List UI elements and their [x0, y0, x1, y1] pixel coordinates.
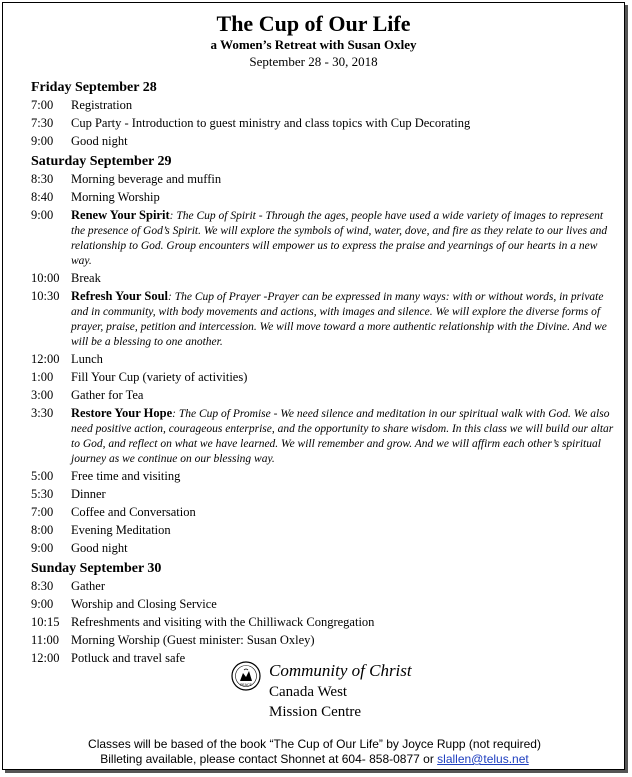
schedule-row — [31, 352, 619, 367]
schedule-row — [31, 469, 619, 484]
schedule-time: 1:00 — [31, 370, 54, 384]
schedule-description: Cup Party - Introduction to guest ministry and class topics with Cup Decorating — [71, 116, 471, 130]
footer — [3, 737, 626, 767]
schedule-description: Free time and visiting — [71, 469, 181, 483]
schedule-row — [31, 271, 619, 286]
schedule-row — [31, 98, 619, 113]
schedule-row — [31, 615, 619, 630]
schedule-description: Good night — [71, 134, 128, 148]
schedule-description: Break — [71, 271, 101, 285]
day-heading: Friday September 28 — [31, 80, 157, 95]
schedule-description: Refreshments and visiting with the Chilliwack Congregation — [71, 615, 375, 629]
schedule-description: Morning Worship (Guest minister: Susan Oxley) — [71, 633, 315, 647]
organization-unit: Mission Centre — [269, 704, 362, 720]
schedule-description: Coffee and Conversation — [71, 505, 196, 519]
schedule-time: 8:40 — [31, 190, 54, 204]
schedule-description: Good night — [71, 541, 128, 555]
day-heading: Saturday September 29 — [31, 154, 172, 169]
subtitle: a Women’s Retreat with Susan Oxley — [210, 37, 417, 52]
schedule-row — [31, 406, 619, 466]
schedule-time: 10:00 — [31, 271, 60, 285]
schedule-time: 9:00 — [31, 208, 54, 222]
schedule-row — [31, 370, 619, 385]
schedule-time: 8:30 — [31, 579, 54, 593]
session-detail: : The Cup of Promise - We need silence and meditation in our spiritual walk with God. We also need positive action, courageous enterprise, and the opportunity to share wisdom. In this class we will build our altar to God, and reflect on what we have learned. We will remember and grow. And we will affirm each other’s spiritual journey as we continue on our blessing way. — [71, 408, 614, 465]
session-detail: : The Cup of Spirit - Through the ages, people have used a wide variety of images to represent the presence of God’s Spirit. We will explore the symbols of wind, water, dove, and fire as they relate to our lives and relationship to God. Group encounters will empower us to express the praise and yearnings of our hearts in a new way. — [71, 210, 608, 267]
schedule-description: Potluck and travel safe — [71, 651, 186, 665]
schedule-description: Dinner — [71, 487, 106, 501]
schedule-time: 10:15 — [31, 615, 60, 629]
schedule-time: 8:30 — [31, 172, 54, 186]
footer-billeting-text: Billeting available, please contact Shonnet at 604- 858-0877 or — [100, 752, 438, 766]
schedule-row — [31, 523, 619, 538]
seal-text: PEACE — [240, 683, 252, 687]
schedule-row — [31, 388, 619, 403]
schedule-description — [71, 208, 619, 268]
schedule-time: 5:00 — [31, 469, 54, 483]
schedule-time: 3:00 — [31, 388, 54, 402]
schedule-row — [31, 487, 619, 502]
schedule-time: 7:30 — [31, 116, 54, 130]
schedule-description: Gather — [71, 579, 106, 593]
schedule-time: 9:00 — [31, 134, 54, 148]
schedule-time: 3:30 — [31, 406, 54, 420]
session-detail: : The Cup of Prayer -Prayer can be expressed in many ways: with or without words, in private and in community, with body movements and actions, with images and silence. We will explore the diverse forms of prayer, praise, petition and intercession. We will move toward a more authentic relationship with the Divine. And we will be a blessing to one another. — [71, 291, 607, 348]
event-dates: September 28 - 30, 2018 — [249, 54, 378, 69]
schedule-row — [31, 579, 619, 594]
footer-book-note: Classes will be based of the book “The Cup of Our Life” by Joyce Rupp (not required) — [88, 737, 541, 751]
organization-name: Community of Christ — [269, 661, 412, 680]
organization-logo — [231, 659, 471, 731]
schedule-description: Registration — [71, 98, 133, 112]
schedule-row — [31, 633, 619, 648]
schedule — [31, 75, 619, 669]
schedule-time: 9:00 — [31, 541, 54, 555]
schedule-time: 9:00 — [31, 597, 54, 611]
session-title: Restore Your Hope — [71, 406, 173, 420]
page-title: The Cup of Our Life — [216, 11, 411, 36]
schedule-description — [71, 406, 619, 466]
schedule-time: 11:00 — [31, 633, 60, 647]
schedule-time: 8:00 — [31, 523, 54, 537]
schedule-description: Gather for Tea — [71, 388, 144, 402]
schedule-row — [31, 541, 619, 556]
email-link[interactable]: slallen@telus.net — [437, 752, 529, 766]
schedule-row — [31, 597, 619, 612]
schedule-row — [31, 505, 619, 520]
schedule-time: 7:00 — [31, 505, 54, 519]
schedule-description: Lunch — [71, 352, 103, 366]
schedule-time: 12:00 — [31, 651, 60, 665]
schedule-description: Fill Your Cup (variety of activities) — [71, 370, 248, 384]
organization-region: Canada West — [269, 684, 348, 700]
schedule-row — [31, 208, 619, 268]
footer-billeting — [3, 752, 626, 767]
schedule-row — [31, 289, 619, 349]
schedule-row — [31, 116, 619, 131]
schedule-description — [71, 289, 619, 349]
schedule-row — [31, 134, 619, 149]
schedule-description: Morning beverage and muffin — [71, 172, 222, 186]
session-title: Renew Your Spirit — [71, 208, 170, 222]
flyer-page — [2, 2, 625, 770]
schedule-description: Evening Meditation — [71, 523, 171, 537]
schedule-description: Morning Worship — [71, 190, 160, 204]
schedule-description: Worship and Closing Service — [71, 597, 217, 611]
schedule-time: 12:00 — [31, 352, 60, 366]
seal-icon — [231, 661, 261, 691]
schedule-row — [31, 190, 619, 205]
day-heading: Sunday September 30 — [31, 561, 162, 576]
schedule-time: 7:00 — [31, 98, 54, 112]
schedule-time: 10:30 — [31, 289, 60, 303]
schedule-row — [31, 172, 619, 187]
session-title: Refresh Your Soul — [71, 289, 169, 303]
header — [3, 11, 624, 70]
schedule-time: 5:30 — [31, 487, 54, 501]
